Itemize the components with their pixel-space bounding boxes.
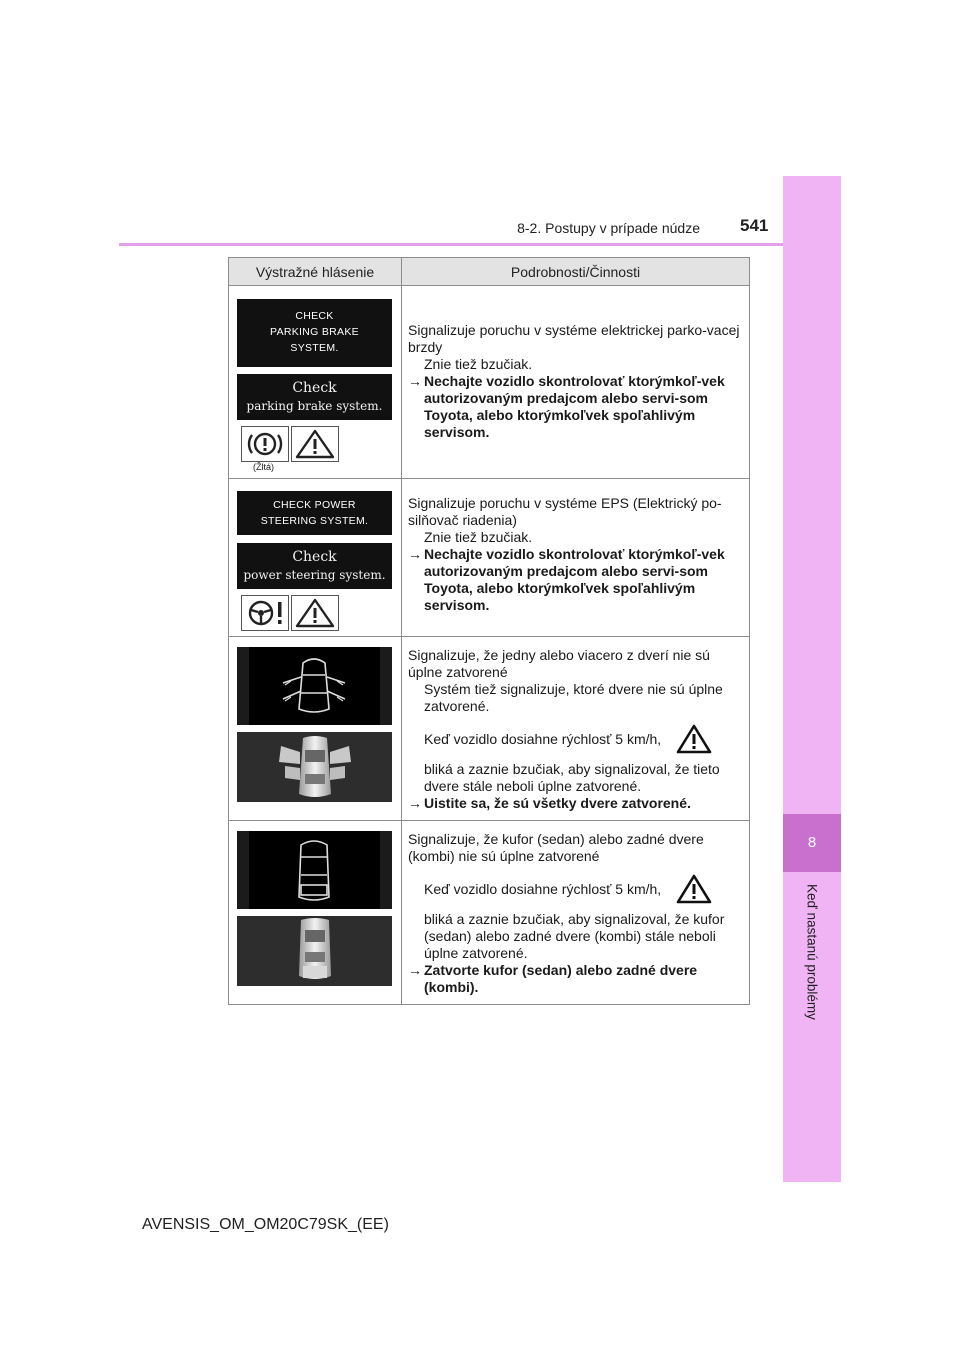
car-top-view-trunk-open-icon <box>237 916 392 986</box>
table-row <box>229 286 750 479</box>
table-row <box>229 637 750 821</box>
action-instruction: → Nechajte vozidlo skontrolovať ktorýmkoľ-vek autorizovaným predajcom alebo servi-som Toyota, alebo ktorýmkoľvek spoľahlivým servisom. <box>408 546 725 613</box>
door-open-car-image <box>237 732 392 802</box>
chapter-number: 8 <box>783 814 841 872</box>
trunk-open-car-image <box>237 916 392 986</box>
power-steering-message-display-alt: Check power steering system. <box>237 543 392 589</box>
warning-images-cell <box>229 479 402 637</box>
power-steering-message-display: CHECK POWER STEERING SYSTEM. <box>237 491 392 535</box>
warning-triangle-icon <box>675 873 713 905</box>
car-outline-doors-open-icon <box>237 647 392 725</box>
table-row <box>229 821 750 1005</box>
action-instruction: → Nechajte vozidlo skontrolovať ktorýmkoľ-vek autorizovaným predajcom alebo servi-som Toyota, alebo ktorýmkoľvek spoľahlivým servisom. <box>408 373 725 440</box>
action-instruction: → Uistite sa, že sú všetky dvere zatvorené. <box>408 795 691 811</box>
section-header: 8-2. Postupy v prípade núdze <box>517 220 700 236</box>
action-instruction: → Zatvorte kufor (sedan) alebo zadné dvere (kombi). <box>408 962 698 995</box>
details-cell: Signalizuje, že jedny alebo viacero z dverí nie sú úplne zatvorené Systém tiež signalizuje, ktoré dvere nie sú úplne zatvorené. Keď vozidlo dosiahne rýchlosť 5 km/h, bliká a zaznie bzučiak, aby signalizoval, že tieto dvere stále neboli úplne zatvorené. → Uistite sa, že sú všetky dvere zatvorené. <box>402 637 750 821</box>
column-header-details: Podrobnosti/Činnosti <box>402 258 750 286</box>
page-number: 541 <box>740 216 769 235</box>
warning-images-cell <box>229 821 402 1005</box>
details-cell: Signalizuje poruchu v systéme elektrickej parko-vacej brzdy Znie tiež bzučiak. → Nechajte vozidlo skontrolovať ktorýmkoľ-vek autorizovaným predajcom alebo servi-som Toyota, alebo ktorýmkoľvek spoľahlivým servisom. <box>402 286 750 479</box>
icon-color-note: (Žltá) <box>253 462 274 472</box>
chapter-side-tab <box>783 176 841 1182</box>
car-top-view-doors-open-icon <box>237 732 392 802</box>
warning-messages-table <box>228 257 750 1005</box>
parking-brake-message-display-alt: Check parking brake system. <box>237 374 392 420</box>
document-code-footer: AVENSIS_OM_OM20C79SK_(EE) <box>142 1216 389 1233</box>
door-open-display <box>237 647 392 725</box>
column-header-warning: Výstražné hlásenie <box>229 258 402 286</box>
details-cell: Signalizuje poruchu v systéme EPS (Elektrický po-silňovač riadenia) Znie tiež bzučiak. → Nechajte vozidlo skontrolovať ktorýmkoľ-vek autorizovaným predajcom alebo servi-som Toyota, alebo ktorýmkoľvek spoľahlivým servisom. <box>402 479 750 637</box>
header-divider <box>119 243 783 246</box>
warning-images-cell <box>229 286 402 479</box>
warning-triangle-icon <box>675 723 713 755</box>
warning-images-cell <box>229 637 402 821</box>
warning-triangle-icon <box>291 595 339 631</box>
car-outline-trunk-open-icon <box>237 831 392 909</box>
parking-brake-message-display: CHECK PARKING BRAKE SYSTEM. <box>237 299 392 367</box>
chapter-title-vertical: Keď nastanú problémy <box>804 884 820 1020</box>
steering-wheel-warning-icon <box>241 595 289 631</box>
parking-brake-icon <box>241 426 289 462</box>
details-cell: Signalizuje, že kufor (sedan) alebo zadné dvere (kombi) nie sú úplne zatvorené Keď vozidlo dosiahne rýchlosť 5 km/h, bliká a zaznie bzučiak, aby signalizoval, že kufor (sedan) alebo zadné dvere (kombi) stále neboli úplne zatvorené. → Zatvorte kufor (sedan) alebo zadné dvere (kombi). <box>402 821 750 1005</box>
trunk-open-display <box>237 831 392 909</box>
table-row <box>229 479 750 637</box>
warning-triangle-icon <box>291 426 339 462</box>
